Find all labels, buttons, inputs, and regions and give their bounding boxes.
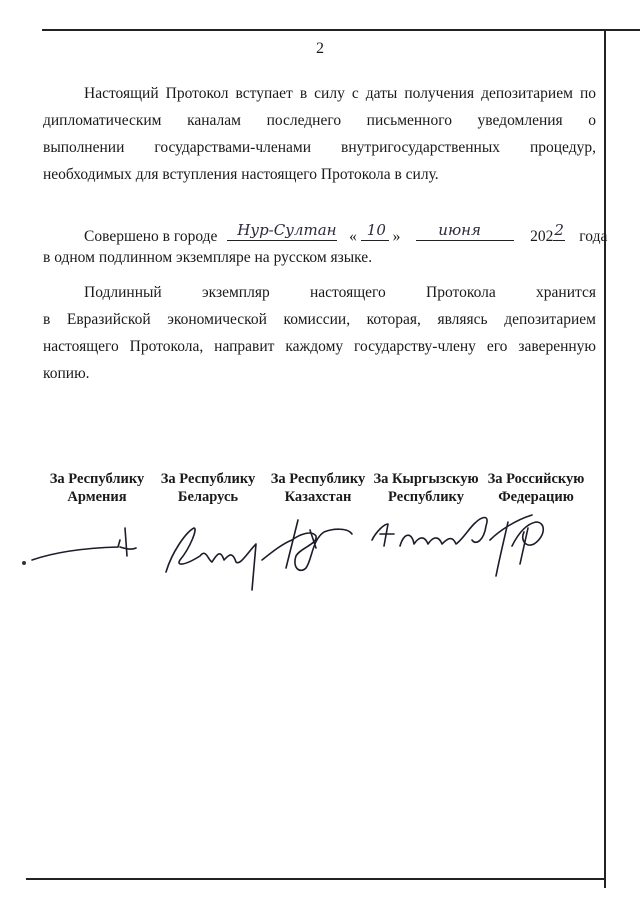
signature-kyrgyzstan [372, 518, 487, 547]
year-word: года [579, 228, 608, 245]
signatory-line2: Казахстан [284, 489, 352, 505]
signatory-line2: Федерацию [498, 489, 574, 505]
handwritten-year-digit: 2 [554, 221, 564, 239]
signatory-line2: Армения [67, 489, 127, 505]
signature-belarus [166, 528, 256, 590]
signature-russia [490, 515, 543, 576]
signatory-line2: Республику [388, 489, 464, 505]
paragraph-line: настоящего Протокола, направит каждому государству-члену его заверенную [43, 338, 596, 355]
signatory-line1: За Российскую [487, 471, 585, 487]
paragraph-line: копию. [43, 365, 90, 382]
paragraph-line: в Евразийской экономической комиссии, которая, являясь депозитарием [43, 311, 596, 328]
signatory-line1: За Республику [270, 471, 366, 487]
handwritten-month: июня [438, 221, 481, 239]
signature-kazakhstan [262, 520, 352, 570]
handwritten-city: Нур-Султан [237, 221, 337, 239]
signatory-line2: Беларусь [177, 489, 239, 505]
quote-close: » [392, 228, 401, 245]
done-prefix: Совершено в городе [84, 228, 218, 245]
signatory-line1: За Кыргызскую [373, 471, 479, 487]
paragraph-line: выполнении государствами-членами внутригосударственных процедур, [43, 139, 596, 156]
signatory-line1: За Республику [160, 471, 256, 487]
year-prefix: 202 [530, 228, 554, 245]
signature-armenia [32, 528, 136, 560]
paragraph-line: дипломатическим каналам последнего письменного уведомления о [43, 112, 596, 129]
handwritten-day: 10 [366, 221, 386, 239]
signatory-line1: За Республику [49, 471, 145, 487]
paragraph-line: Настоящий Протокол вступает в силу с даты получения депозитарием по [84, 85, 596, 102]
paragraph-line: в одном подлинном экземпляре на русском языке. [43, 249, 373, 266]
page-number: 2 [316, 40, 324, 57]
paragraph-line: необходимых для вступления настоящего Протокола в силу. [43, 166, 439, 183]
paragraph-line: Подлинный экземпляр настоящего Протокола хранится [84, 284, 596, 301]
quote-open: « [349, 228, 357, 245]
